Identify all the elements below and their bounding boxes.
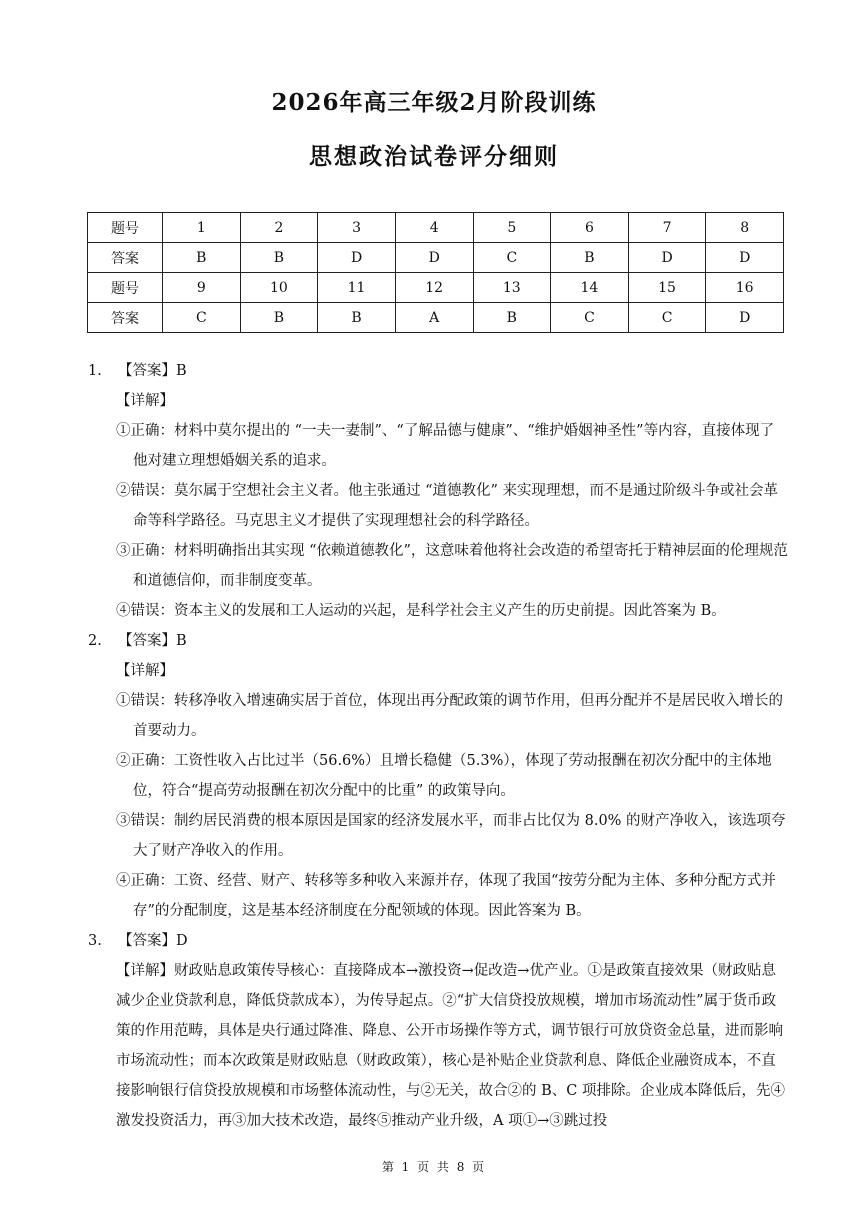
page-title: 2026年高三年级2月阶段训练: [271, 89, 597, 116]
table-cell: B: [163, 243, 241, 273]
table-cell: 4: [395, 213, 473, 243]
table-cell: D: [628, 243, 706, 273]
row-label: 答案: [88, 303, 163, 333]
question-answer: 【答案】D: [118, 933, 188, 949]
table-cell: 8: [706, 213, 784, 243]
detail-item: ④正确：工资、经营、财产、转移等多种收入来源并存，体现了我国“按劳分配为主体、多种分配方式并存”的分配制度，这是基本经济制度在分配领域的体现。因此答案为 B。: [116, 873, 776, 919]
question-header: [88, 626, 788, 656]
table-row: [88, 213, 784, 243]
detail-item: ①错误：转移净收入增速确实居于首位，体现出再分配政策的调节作用，但再分配并不是居民收入增长的首要动力。: [116, 693, 783, 739]
table-cell: C: [551, 303, 629, 333]
table-row: [88, 243, 784, 273]
table-cell: C: [163, 303, 241, 333]
table-cell: 7: [628, 213, 706, 243]
table-row: [88, 303, 784, 333]
detail-item: ①正确：材料中莫尔提出的 “一夫一妻制”、“了解品德与健康”、“维护婚姻神圣性”等内容，直接体现了他对建立理想婚姻关系的追求。: [116, 423, 775, 469]
table-cell: 10: [240, 273, 318, 303]
table-cell: 5: [473, 213, 551, 243]
table-cell: C: [628, 303, 706, 333]
page-footer: 第 1 页 共 8 页: [381, 1160, 487, 1174]
table-cell: 14: [551, 273, 629, 303]
detail-label: 【详解】: [116, 393, 174, 409]
table-cell: 6: [551, 213, 629, 243]
row-label: 题号: [88, 273, 163, 303]
table-cell: D: [318, 243, 396, 273]
table-cell: 9: [163, 273, 241, 303]
page-subtitle: 思想政治试卷评分细则: [309, 143, 559, 170]
table-cell: 1: [163, 213, 241, 243]
detail-item: ③正确：材料明确指出其实现 “依赖道德教化”，这意味着他将社会改造的希望寄托于精神层面的伦理规范和道德信仰，而非制度变革。: [116, 543, 788, 589]
row-label: 题号: [88, 213, 163, 243]
table-cell: 3: [318, 213, 396, 243]
question-2: [88, 626, 788, 926]
answer-table: [87, 212, 784, 333]
question-1: [88, 356, 788, 626]
answer-explanations: [88, 356, 788, 1136]
table-cell: B: [473, 303, 551, 333]
question-answer: 【答案】B: [118, 633, 187, 649]
table-cell: D: [706, 303, 784, 333]
detail-paragraph: 【详解】财政贴息政策传导核心：直接降成本→激投资→促改造→优产业。①是政策直接效果（财政贴息减少企业贷款利息，降低贷款成本），为传导起点。②“扩大信贷投放规模，增加市场流动性”属于货币政策的作用范畴，具体是央行通过降准、降息、公开市场操作等方式，调节银行可放贷资金总量，进而影响市场流动性；而本次政策是财政贴息（财政政策），核心是补贴企业贷款利息、降低企业融资成本，不直接影响银行信贷投放规模和市场整体流动性，与②无关，故合②的 B、C 项排除。企业成本降低后，先④激发投资活力，再③加大技术改造，最终⑤推动产业升级，A 项①→③跳过投: [116, 963, 785, 1129]
question-answer: 【答案】B: [118, 363, 187, 379]
question-header: [88, 356, 788, 386]
detail-label: 【详解】: [116, 663, 174, 679]
table-cell: 12: [395, 273, 473, 303]
question-number: 2.: [88, 633, 102, 649]
table-row: [88, 273, 784, 303]
table-cell: D: [395, 243, 473, 273]
detail-item: ②正确：工资性收入占比过半（56.6%）且增长稳健（5.3%），体现了劳动报酬在初次分配中的主体地位，符合“提高劳动报酬在初次分配中的比重” 的政策导向。: [116, 753, 772, 799]
row-label: 答案: [88, 243, 163, 273]
detail-item: ④错误：资本主义的发展和工人运动的兴起，是科学社会主义产生的历史前提。因此答案为 B。: [116, 603, 726, 619]
table-cell: B: [240, 243, 318, 273]
table-cell: 16: [706, 273, 784, 303]
table-cell: B: [551, 243, 629, 273]
table-cell: A: [395, 303, 473, 333]
detail-item: ②错误：莫尔属于空想社会主义者。他主张通过 “道德教化” 来实现理想，而不是通过阶级斗争或社会革命等科学路径。马克思主义才提供了实现理想社会的科学路径。: [116, 483, 779, 529]
question-3: [88, 926, 788, 1136]
question-number: 3.: [88, 933, 102, 949]
table-cell: 2: [240, 213, 318, 243]
question-header: [88, 926, 788, 956]
table-cell: B: [240, 303, 318, 333]
table-cell: C: [473, 243, 551, 273]
table-cell: B: [318, 303, 396, 333]
table-cell: 13: [473, 273, 551, 303]
question-number: 1.: [88, 363, 102, 379]
detail-item: ③错误：制约居民消费的根本原因是国家的经济发展水平，而非占比仅为 8.0% 的财产净收入，该选项夸大了财产净收入的作用。: [116, 813, 786, 859]
table-cell: 11: [318, 273, 396, 303]
table-cell: 15: [628, 273, 706, 303]
table-cell: D: [706, 243, 784, 273]
